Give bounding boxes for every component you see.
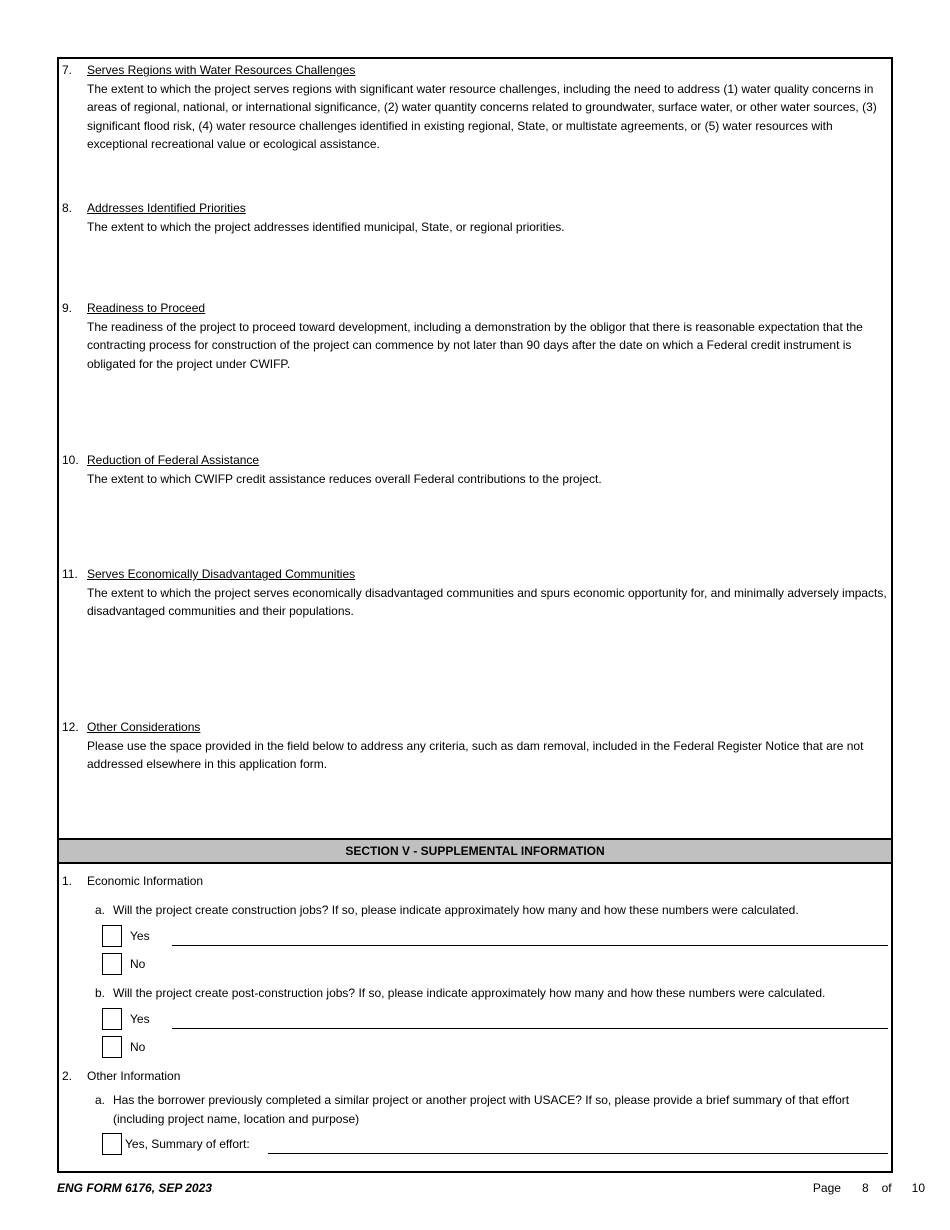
question-label: Other Information: [87, 1069, 181, 1083]
question-label: Economic Information: [87, 874, 204, 888]
sub-question-text: Will the project create post-construction jobs? If so, please indicate approximately how many and how these numbers were calculated.: [113, 986, 826, 1000]
criterion-item-10: [59, 451, 891, 488]
criterion-item-7: [59, 61, 891, 154]
criterion-number: 10.: [62, 453, 79, 467]
page-total: 10: [911, 1181, 925, 1195]
criterion-number: 12.: [62, 720, 79, 734]
question-number: 1.: [62, 874, 73, 888]
criterion-number: 7.: [62, 63, 73, 77]
question-2a: [59, 1091, 891, 1128]
criterion-description: The extent to which the project addresses identified municipal, State, or regional priorities.: [87, 219, 565, 234]
question-2: [59, 1067, 891, 1086]
criterion-item-11: [59, 565, 891, 621]
criterion-item-9: [59, 299, 891, 373]
q2a-yes-checkbox[interactable]: [102, 1133, 122, 1155]
q2a-summary-answer-line[interactable]: [268, 1153, 888, 1154]
question-1: [59, 872, 891, 891]
sub-question-text: Will the project create construction jobs? If so, please indicate approximately how many and how these numbers were calculated.: [113, 903, 799, 917]
section-v-title: SECTION V - SUPPLEMENTAL INFORMATION: [345, 843, 605, 858]
page-of-label: of: [881, 1181, 892, 1195]
q2a-yes-row: [59, 1133, 891, 1157]
form-id-footer: ENG FORM 6176, SEP 2023: [57, 1181, 212, 1195]
q1b-no-label: No: [130, 1040, 146, 1054]
criterion-item-12: [59, 718, 891, 774]
q1b-yes-answer-line[interactable]: [172, 1028, 888, 1029]
criterion-title: Serves Regions with Water Resources Challenges: [87, 63, 356, 77]
criterion-number: 8.: [62, 201, 73, 215]
q1a-yes-checkbox[interactable]: [102, 925, 122, 947]
question-1a: [59, 901, 891, 920]
q1a-no-row: [59, 953, 891, 977]
question-number: 2.: [62, 1069, 73, 1083]
question-1b: [59, 984, 891, 1003]
q1a-yes-answer-line[interactable]: [172, 945, 888, 946]
form-page-border: [57, 57, 893, 1173]
sub-question-text: Has the borrower previously completed a similar project or another project with USACE? If so, please provide a brief summary of that effort (including project name, location and purpose): [113, 1093, 850, 1126]
criterion-number: 9.: [62, 301, 73, 315]
section-v-header: [59, 838, 891, 864]
criterion-description: The extent to which the project serves economically disadvantaged communities and spurs economic opportunity for, and minimally adversely impacts, disadvantaged communities and their populations.: [87, 585, 887, 619]
page-label: Page: [812, 1181, 841, 1195]
sub-question-letter: a.: [95, 903, 106, 917]
q1a-no-checkbox[interactable]: [102, 953, 122, 975]
q1a-yes-label: Yes: [130, 929, 150, 943]
criterion-title: Readiness to Proceed: [87, 301, 206, 315]
q1a-yes-row: [59, 925, 891, 949]
criterion-item-8: [59, 199, 891, 236]
criterion-description: The readiness of the project to proceed toward development, including a demonstration by the obligor that there is reasonable expectation that the contracting process for construction of the project can commence by not later than 90 days after the date on which a Federal credit instrument is obligated for the project under CWIFP.: [87, 319, 863, 371]
criterion-title: Reduction of Federal Assistance: [87, 453, 260, 467]
criterion-title: Serves Economically Disadvantaged Communities: [87, 567, 356, 581]
q2a-yes-label: Yes, Summary of effort:: [125, 1137, 250, 1151]
q1b-no-checkbox[interactable]: [102, 1036, 122, 1058]
criterion-description: The extent to which CWIFP credit assistance reduces overall Federal contributions to the project.: [87, 471, 602, 486]
q1b-yes-checkbox[interactable]: [102, 1008, 122, 1030]
criterion-description: Please use the space provided in the field below to address any criteria, such as dam removal, included in the Federal Register Notice that are not addressed elsewhere in this application form.: [87, 738, 864, 772]
page-number: 8: [861, 1181, 869, 1195]
q1b-yes-label: Yes: [130, 1012, 150, 1026]
criterion-title: Addresses Identified Priorities: [87, 201, 246, 215]
page-indicator: [813, 1179, 925, 1198]
q1b-no-row: [59, 1036, 891, 1060]
q1b-yes-row: [59, 1008, 891, 1032]
q1a-no-label: No: [130, 957, 146, 971]
criterion-title: Other Considerations: [87, 720, 201, 734]
sub-question-letter: a.: [95, 1093, 106, 1107]
sub-question-letter: b.: [95, 986, 106, 1000]
criterion-number: 11.: [62, 567, 78, 581]
criterion-description: The extent to which the project serves regions with significant water resource challenges, including the need to address (1) water quality concerns in areas of regional, national, or international significance, (2) water quantity concerns related to groundwater, surface water, or other water sources, (3) significant flood risk, (4) water resource challenges identified in existing regional, State, or multistate agreements, or (5) water resources with exceptional recreational value or ecological assistance.: [87, 81, 877, 152]
